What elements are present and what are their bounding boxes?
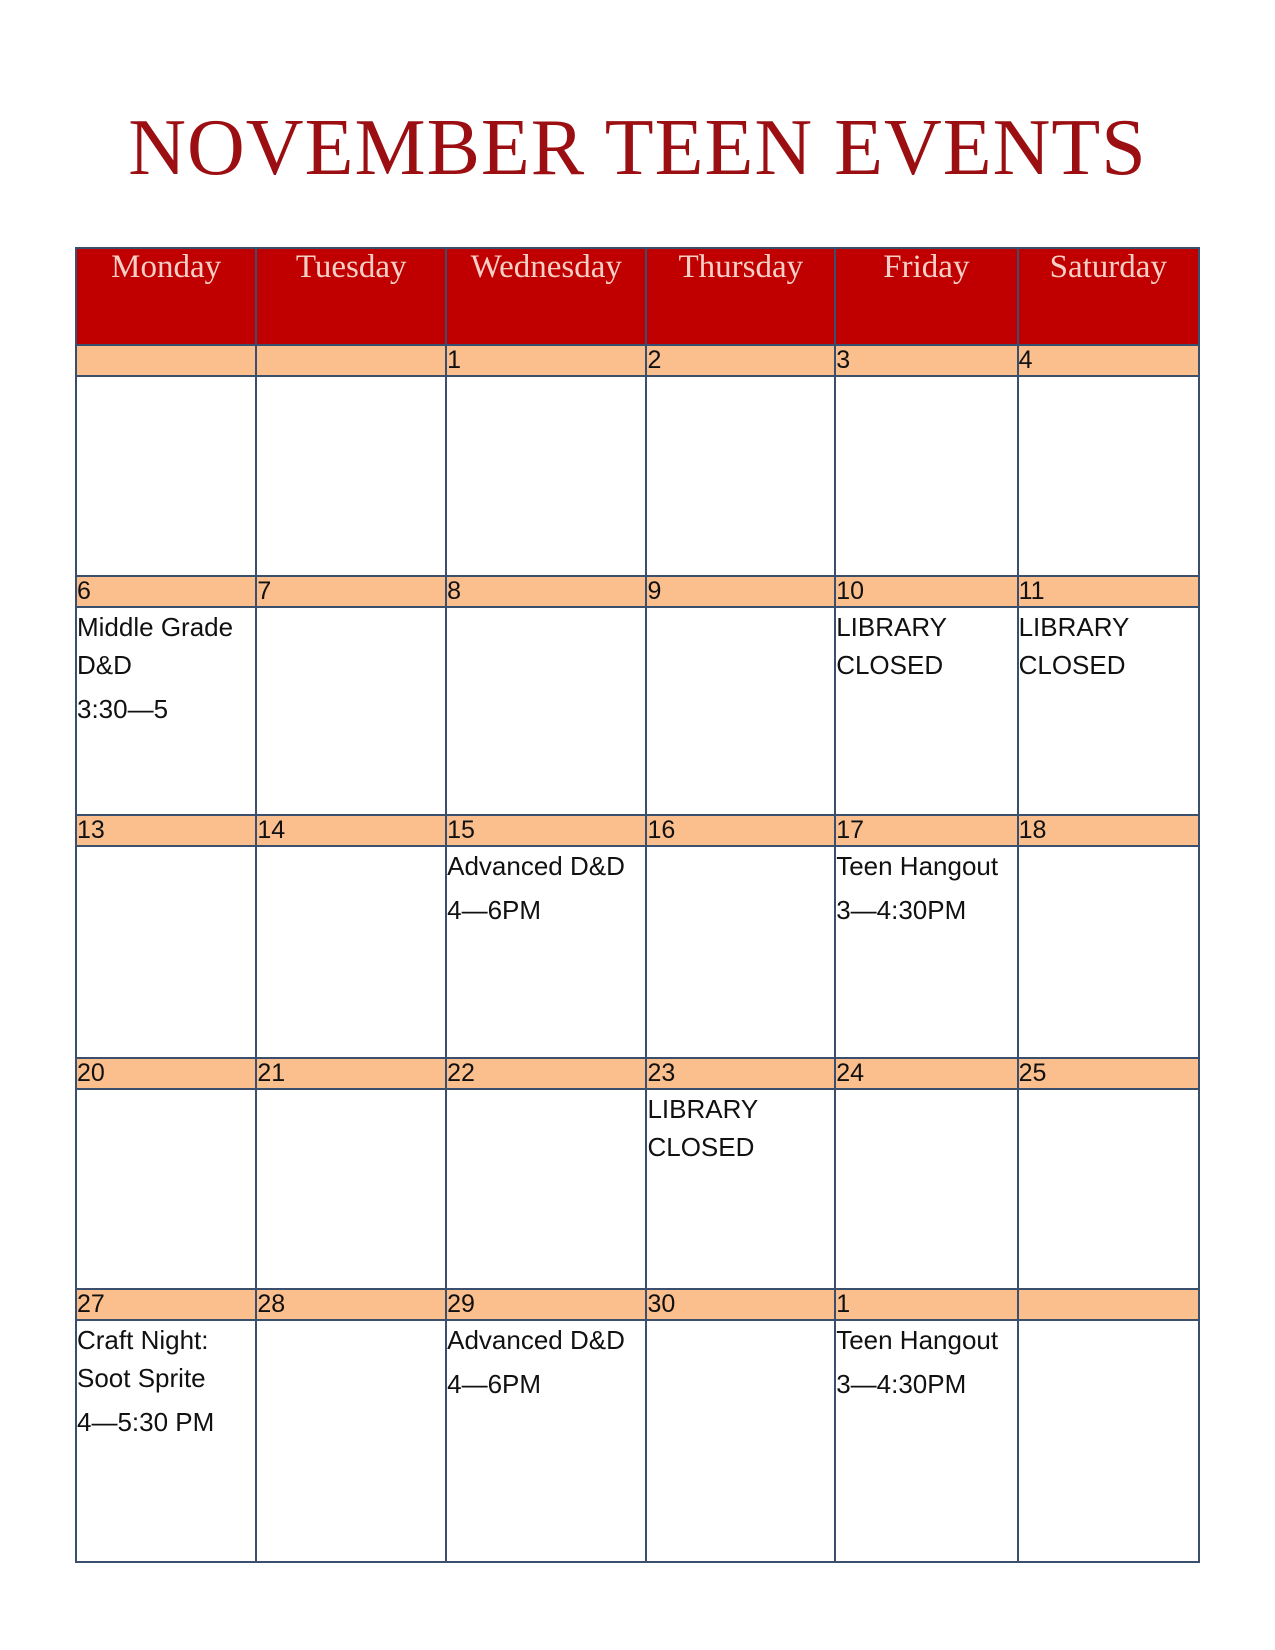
event-row <box>76 1089 1199 1289</box>
event-cell-wednesday <box>446 1320 646 1562</box>
event-row <box>76 607 1199 815</box>
event-name: Craft Night: Soot Sprite <box>77 1325 209 1393</box>
day-header-friday: Friday <box>835 248 1017 345</box>
calendar-table <box>75 247 1200 1563</box>
date-number-tuesday: 21 <box>256 1058 446 1089</box>
date-number-friday: 17 <box>835 815 1017 846</box>
date-number-wednesday: 22 <box>446 1058 646 1089</box>
event-name: Advanced D&D <box>447 1325 625 1355</box>
date-number-wednesday: 1 <box>446 345 646 376</box>
event-cell-tuesday <box>256 607 446 815</box>
event-cell-thursday <box>646 1320 835 1562</box>
date-number-tuesday: 28 <box>256 1289 446 1320</box>
date-number-saturday: 11 <box>1018 576 1199 607</box>
event-name: Middle Grade D&D <box>77 612 234 680</box>
event-name: LIBRARY CLOSED <box>1018 612 1129 680</box>
date-row <box>76 576 1199 607</box>
event-time: 3—4:30PM <box>836 1369 967 1399</box>
date-number-friday: 3 <box>835 345 1017 376</box>
event-cell-thursday <box>646 607 835 815</box>
event-cell-friday <box>835 1320 1017 1562</box>
event-cell-wednesday <box>446 607 646 815</box>
event-cell-monday <box>76 376 256 576</box>
day-header-saturday: Saturday <box>1018 248 1199 345</box>
event-cell-tuesday <box>256 846 446 1058</box>
event-cell-thursday <box>646 1089 835 1289</box>
date-number-thursday: 30 <box>646 1289 835 1320</box>
date-number-tuesday: 14 <box>256 815 446 846</box>
event-name: LIBRARY CLOSED <box>836 612 947 680</box>
event-time: 4—6PM <box>447 1369 542 1399</box>
event-cell-monday <box>76 607 256 815</box>
event-cell-wednesday <box>446 1089 646 1289</box>
event-cell-tuesday <box>256 376 446 576</box>
date-number-saturday: 4 <box>1018 345 1199 376</box>
date-number-saturday <box>1018 1289 1199 1320</box>
event-time: 3—4:30PM <box>836 895 967 925</box>
event-cell-tuesday <box>256 1089 446 1289</box>
page-title: NOVEMBER TEEN EVENTS <box>128 104 1147 192</box>
event-cell-friday <box>835 607 1017 815</box>
date-number-tuesday <box>256 345 446 376</box>
event-cell-saturday <box>1018 1089 1199 1289</box>
event-name: Teen Hangout <box>836 851 999 881</box>
date-number-thursday: 2 <box>646 345 835 376</box>
date-number-friday: 24 <box>835 1058 1017 1089</box>
event-row <box>76 376 1199 576</box>
date-number-thursday: 16 <box>646 815 835 846</box>
event-cell-wednesday <box>446 846 646 1058</box>
date-number-thursday: 9 <box>646 576 835 607</box>
day-header-wednesday: Wednesday <box>446 248 646 345</box>
event-cell-saturday <box>1018 1320 1199 1562</box>
event-cell-tuesday <box>256 1320 446 1562</box>
date-number-wednesday: 8 <box>446 576 646 607</box>
event-cell-thursday <box>646 846 835 1058</box>
event-cell-friday <box>835 1089 1017 1289</box>
date-number-saturday: 18 <box>1018 815 1199 846</box>
event-cell-saturday <box>1018 376 1199 576</box>
date-number-friday: 10 <box>835 576 1017 607</box>
event-cell-monday <box>76 1089 256 1289</box>
date-row <box>76 1289 1199 1320</box>
date-row <box>76 815 1199 846</box>
event-name: LIBRARY CLOSED <box>647 1094 758 1162</box>
day-header-tuesday: Tuesday <box>256 248 446 345</box>
date-number-saturday: 25 <box>1018 1058 1199 1089</box>
date-number-monday: 13 <box>76 815 256 846</box>
day-header-thursday: Thursday <box>646 248 835 345</box>
date-number-monday <box>76 345 256 376</box>
date-number-monday: 6 <box>76 576 256 607</box>
event-cell-monday <box>76 1320 256 1562</box>
event-time: 4—6PM <box>447 895 542 925</box>
date-number-thursday: 23 <box>646 1058 835 1089</box>
date-number-wednesday: 29 <box>446 1289 646 1320</box>
event-name: Teen Hangout <box>836 1325 999 1355</box>
date-row <box>76 1058 1199 1089</box>
day-header-monday: Monday <box>76 248 256 345</box>
event-cell-monday <box>76 846 256 1058</box>
event-time: 4—5:30 PM <box>77 1407 215 1437</box>
date-number-monday: 27 <box>76 1289 256 1320</box>
date-row <box>76 345 1199 376</box>
event-row <box>76 1320 1199 1562</box>
event-cell-saturday <box>1018 846 1199 1058</box>
date-number-wednesday: 15 <box>446 815 646 846</box>
event-name: Advanced D&D <box>447 851 625 881</box>
event-cell-thursday <box>646 376 835 576</box>
event-cell-saturday <box>1018 607 1199 815</box>
date-number-monday: 20 <box>76 1058 256 1089</box>
date-number-tuesday: 7 <box>256 576 446 607</box>
event-row <box>76 846 1199 1058</box>
event-cell-wednesday <box>446 376 646 576</box>
date-number-friday: 1 <box>835 1289 1017 1320</box>
day-header-row <box>76 248 1199 345</box>
event-cell-friday <box>835 376 1017 576</box>
event-time: 3:30—5 <box>77 694 169 724</box>
event-cell-friday <box>835 846 1017 1058</box>
